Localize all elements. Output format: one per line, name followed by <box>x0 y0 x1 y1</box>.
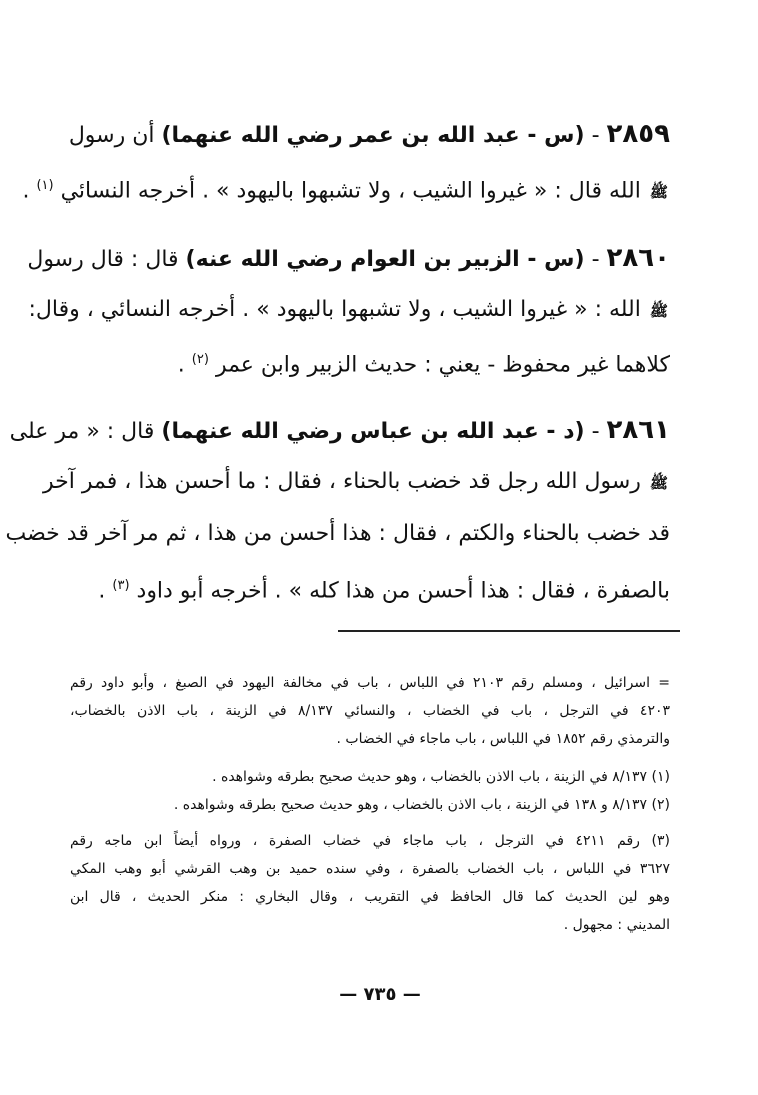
footnote-line: والترمذي رقم ١٨٥٢ في اللباس ، باب ماجاء في الخضاب . <box>336 731 670 747</box>
hadith-text: الله : « غيروا الشيب ، ولا تشبهوا باليهود » . أخرجه النسائي ، وقال: <box>28 297 641 322</box>
footnote-line: (٣) رقم ٤٢١١ في الترجل ، باب ماجاء في خضاب الصفرة ، ورواه أيضاً ابن ماجه رقم <box>70 833 670 849</box>
hadith-number: ٢٨٥٩ <box>606 119 670 149</box>
hadith-text: قال : « مر على <box>9 419 155 444</box>
hadith-2859-line-2: ﷺ الله قال : « غيروا الشيب ، ولا تشبهوا باليهود » . أخرجه النسائي $^{(١)}$ . <box>70 166 670 206</box>
hadith-text: رسول الله رجل قد خضب بالحناء ، فقال : ما أحسن هذا ، فمر آخر <box>43 469 641 494</box>
hadith-2860-line-2 <box>28 290 670 330</box>
footnote-divider <box>338 630 680 632</box>
hadith-number: ٢٨٦٠ <box>606 243 670 273</box>
footnote-line: ٣٦٢٧ في اللباس ، باب الخضاب بالصفرة ، وفي سنده حميد بن وهب القرشي أبو وهب المكي <box>70 861 670 877</box>
hadith-source: (س - عبد الله بن عمر رضي الله عنهما) <box>161 123 585 148</box>
footnote-line: المديني : مجهول . <box>563 917 670 933</box>
footnote-line: ٤٢٠٣ في الترجل ، باب في الخضاب ، والنسائي ٨/١٣٧ في الزينة ، باب الاذن بالخضاب، <box>70 703 670 719</box>
hadith-text: قال : قال رسول <box>27 247 179 272</box>
footnote-ref: (٢) <box>191 352 209 367</box>
footnote-ref: (٣) <box>112 578 130 593</box>
hadith-2859-line-1: ٢٨٥٩ - (س - عبد الله بن عمر رضي الله عنهما) أن رسول <box>68 119 670 149</box>
salla-glyph: ﷺ <box>649 474 668 492</box>
footnote-line: (١) ٨/١٣٧ في الزينة ، باب الاذن بالخضاب ، وهو حديث صحيح بطرقه وشواهده . <box>212 769 670 785</box>
footnote-line: (٢) ٨/١٣٧ و ١٣٨ في الزينة ، باب الاذن بالخضاب ، وهو حديث صحيح بطرقه وشواهده . <box>173 797 670 813</box>
hadith-2861-line-3 <box>5 514 670 554</box>
hadith-number: ٢٨٦١ <box>606 415 670 445</box>
hadith-2861-line-2 <box>43 462 670 502</box>
hadith-text: الله قال : « غيروا الشيب ، ولا تشبهوا باليهود » . أخرجه النسائي <box>60 178 641 204</box>
footnote-ref: (١) <box>36 178 54 193</box>
hadith-text: قد خضب بالحناء والكتم ، فقال : هذا أحسن من هذا ، ثم مر آخر قد خضب <box>5 521 670 546</box>
hadith-2861-line-4: بالصفرة ، فقال : هذا أحسن من هذا كله » . أخرجه أبو داود $^{(٣)}$ . <box>98 578 670 604</box>
hadith-source: (د - عبد الله بن عباس رضي الله عنهما) <box>161 419 585 444</box>
hadith-2860-line-1: ٢٨٦٠ - (س - الزبير بن العوام رضي الله عنه) قال : قال رسول <box>27 243 670 273</box>
hadith-text: أن رسول <box>68 123 155 148</box>
hadith-2861-line-1: ٢٨٦١ - (د - عبد الله بن عباس رضي الله عنهما) قال : « مر على <box>9 415 670 445</box>
footnote-line: وهو لين الحديث كما قال الحافظ في التقريب ، وقال البخاري : منكر الحديث ، قال ابن <box>70 889 670 905</box>
salla-glyph: ﷺ <box>649 183 668 202</box>
hadith-source: (س - الزبير بن العوام رضي الله عنه) <box>185 247 585 272</box>
page-number: — ٧٣٥ — <box>339 984 421 1005</box>
salla-glyph: ﷺ <box>649 302 668 320</box>
hadith-text: بالصفرة ، فقال : هذا أحسن من هذا كله » . أخرجه أبو داود <box>136 578 670 604</box>
footnote-line: = اسرائيل ، ومسلم رقم ٢١٠٣ في اللباس ، باب في مخالفة اليهود في الصبغ ، وأبو داود رقم <box>70 675 670 691</box>
hadith-text: كلاهما غير محفوظ - يعني : حديث الزبير وابن عمر <box>215 352 670 378</box>
hadith-2860-line-3: كلاهما غير محفوظ - يعني : حديث الزبير وابن عمر $^{(٢)}$ . <box>177 352 670 378</box>
